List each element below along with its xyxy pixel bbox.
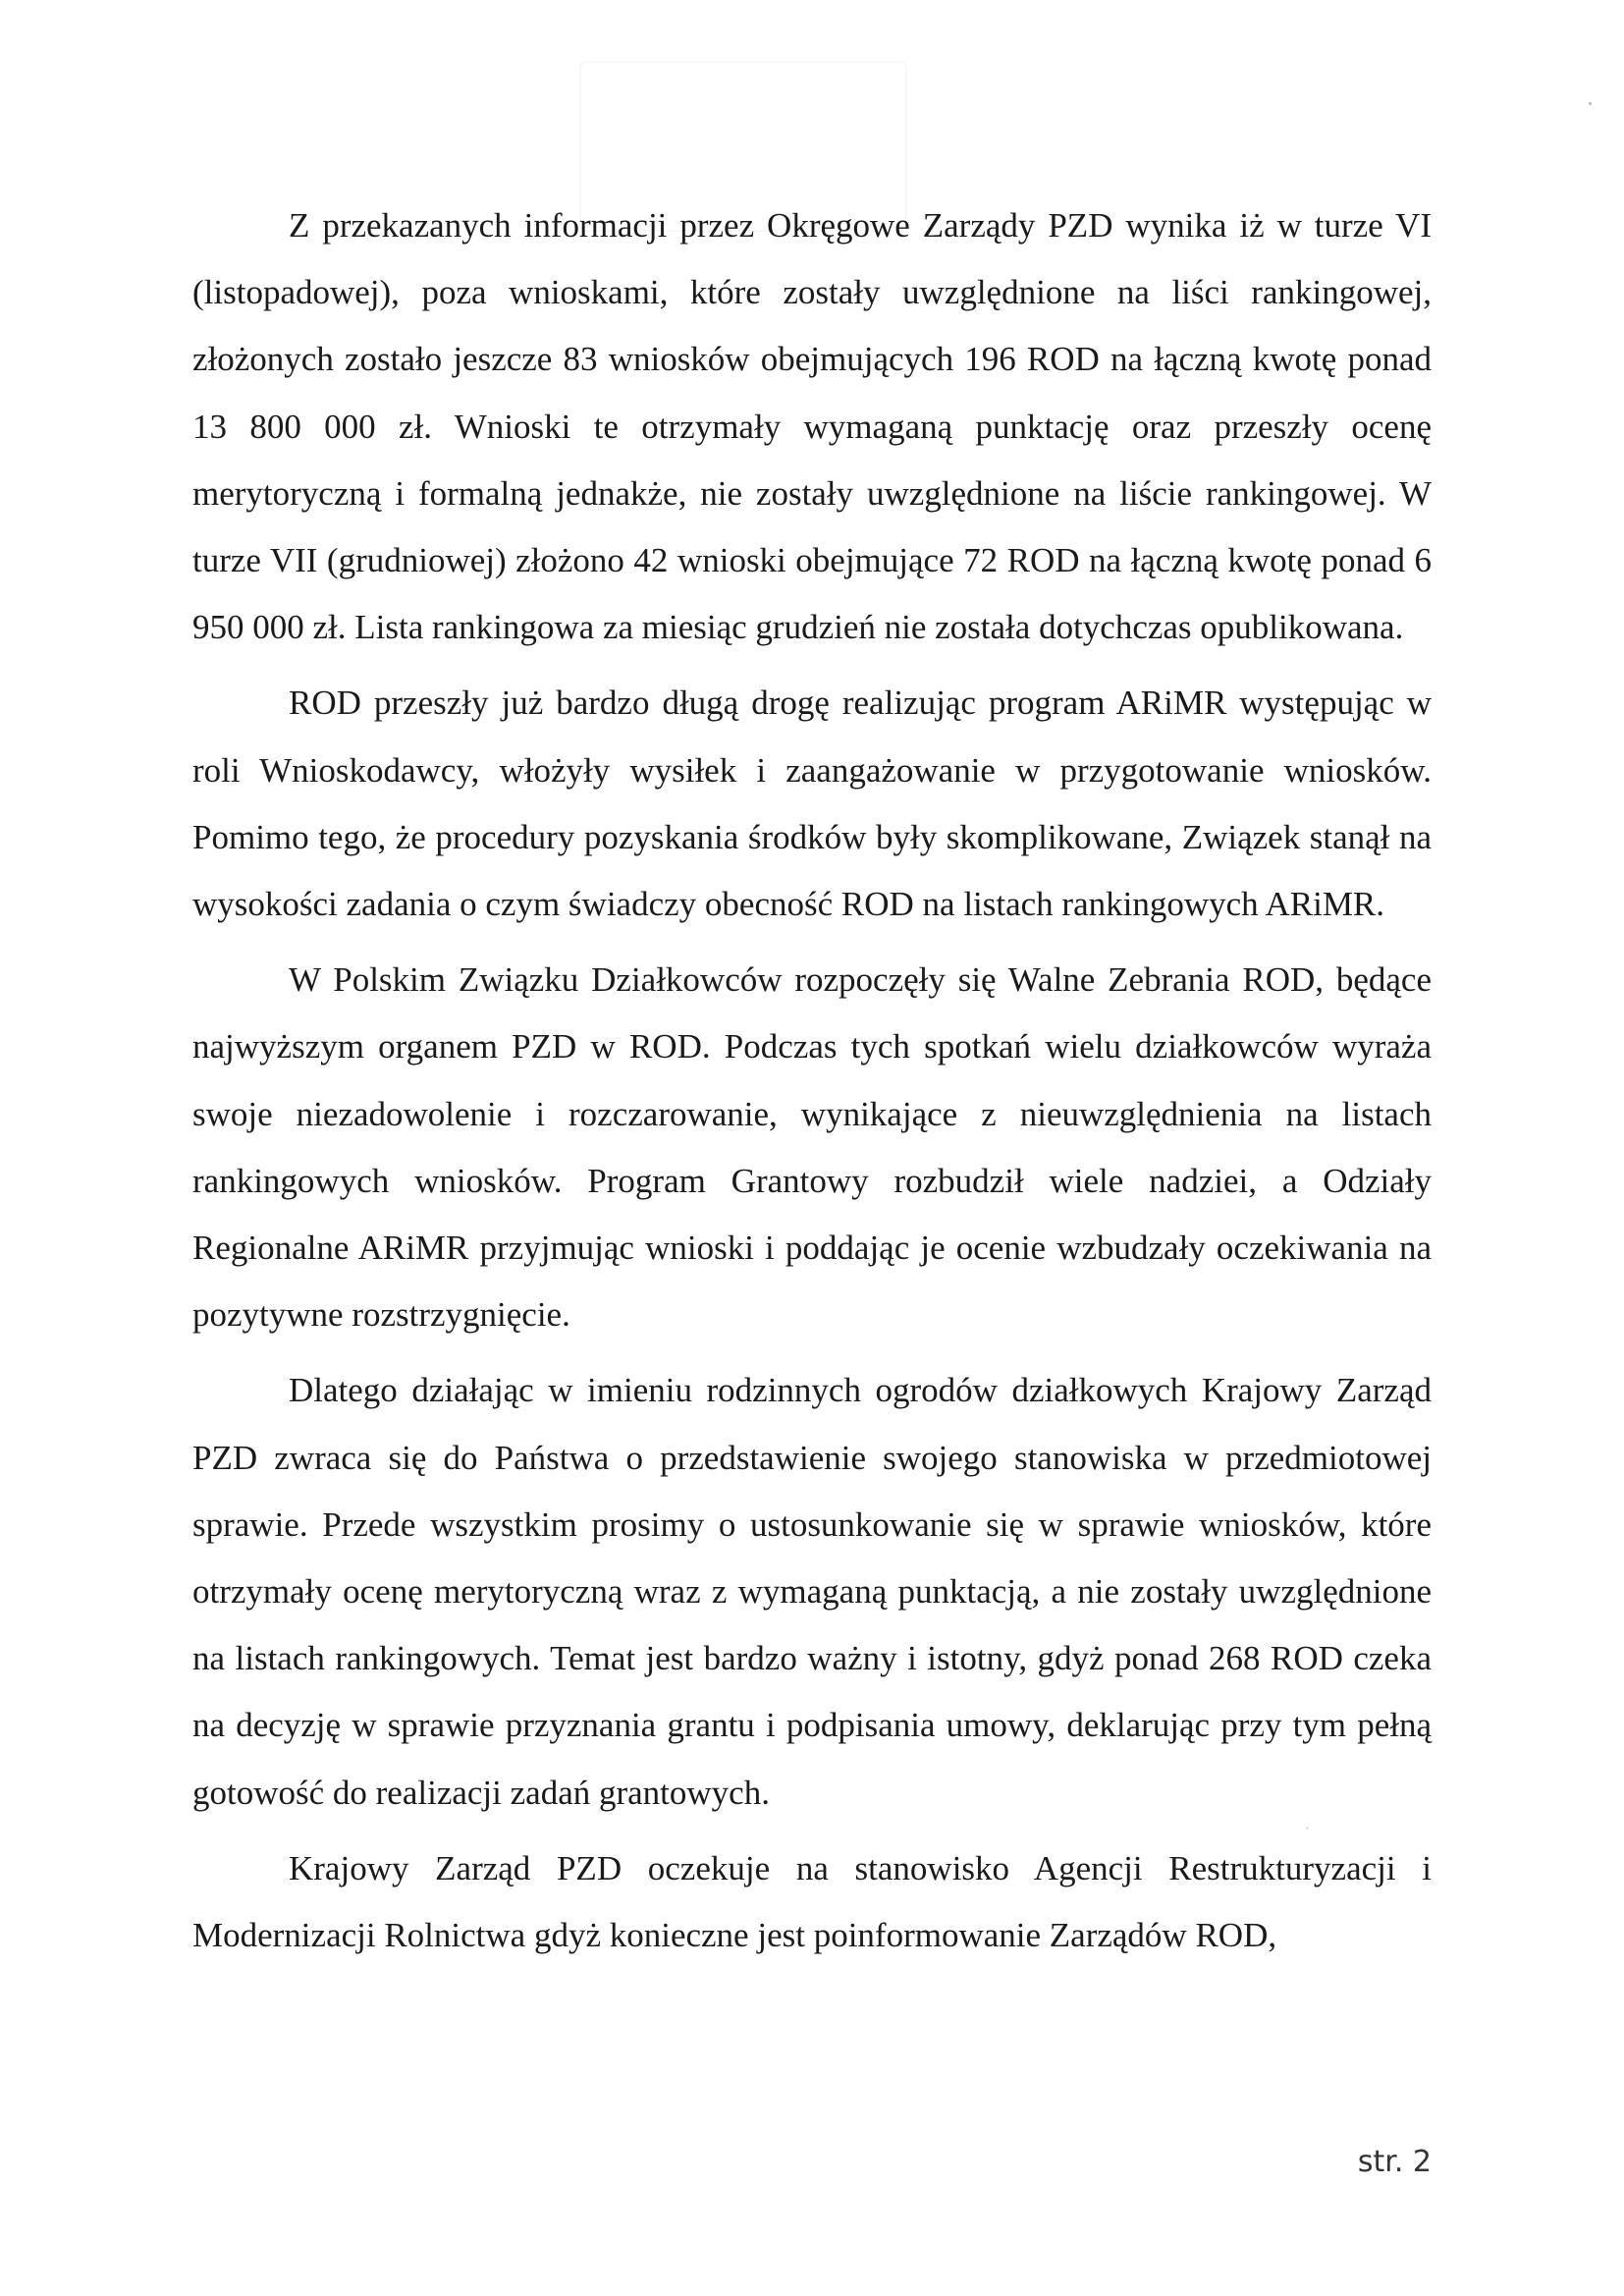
paragraph-application-statistics: Z przekazanych informacji przez Okręgowe Zarządy PZD wynika iż w turze VI (listopadowej), poza wnioskami, które zostały uwzględnione na liści rankingowej, złożonych zostało jeszcze 83 wniosków obejmujących 196 ROD na łączną kwotę ponad 13 800 000 zł. Wnioski te otrzymały wymaganą punktację oraz przeszły ocenę merytoryczną i formalną jednakże, nie zostały uwzględnione na liście rankingowej. W turze VII (grudniowej) złożono 42 wnioski obejmujące 72 ROD na łączną kwotę ponad 6 950 000 zł. Lista rankingowa za miesiąc grudzień nie została dotychczas opublikowana. xyxy=(192,206,1432,647)
page-number: str. 2 xyxy=(1357,2145,1432,2179)
scan-speck xyxy=(1589,102,1592,105)
paragraph-rod-effort: ROD przeszły już bardzo długą drogę realizując program ARiMR występując w roli Wnioskodawcy, włożyły wysiłek i zaangażowanie w przygotowanie wniosków. Pomimo tego, że procedury pozyskania środków były skomplikowane, Związek stanął na wysokości zadania o czym świadczy obecność ROD na listach rankingowych ARiMR. xyxy=(192,683,1432,924)
paragraph-awaiting-position: Krajowy Zarząd PZD oczekuje na stanowisko Agencji Restrukturyzacji i Modernizacji Rolnictwa gdyż konieczne jest poinformowanie Zarządów ROD, xyxy=(192,1848,1432,1955)
letter-body xyxy=(192,192,1432,1978)
paragraph-general-meetings: W Polskim Związku Działkowców rozpoczęły się Walne Zebrania ROD, będące najwyższym organem PZD w ROD. Podczas tych spotkań wielu działkowców wyraża swoje niezadowolenie i rozczarowanie, wynikające z nieuwzględnienia na listach rankingowych wniosków. Program Grantowy rozbudził wiele nadziei, a Odziały Regionalne ARiMR przyjmując wnioski i poddając je ocenie wzbudzały oczekiwania na pozytywne rozstrzygnięcie. xyxy=(192,960,1432,1335)
paragraph-request-position: Dlatego działając w imieniu rodzinnych ogrodów działkowych Krajowy Zarząd PZD zwraca się do Państwa o przedstawienie swojego stanowiska w przedmiotowej sprawie. Przede wszystkim prosimy o ustosunkowanie się w sprawie wniosków, które otrzymały ocenę merytoryczną wraz z wymaganą punktacją, a nie zostały uwzględnione na listach rankingowych. Temat jest bardzo ważny i istotny, gdyż ponad 268 ROD czeka na decyzję w sprawie przyznania grantu i podpisania umowy, deklarując przy tym pełną gotowość do realizacji zadań grantowych. xyxy=(192,1371,1432,1812)
